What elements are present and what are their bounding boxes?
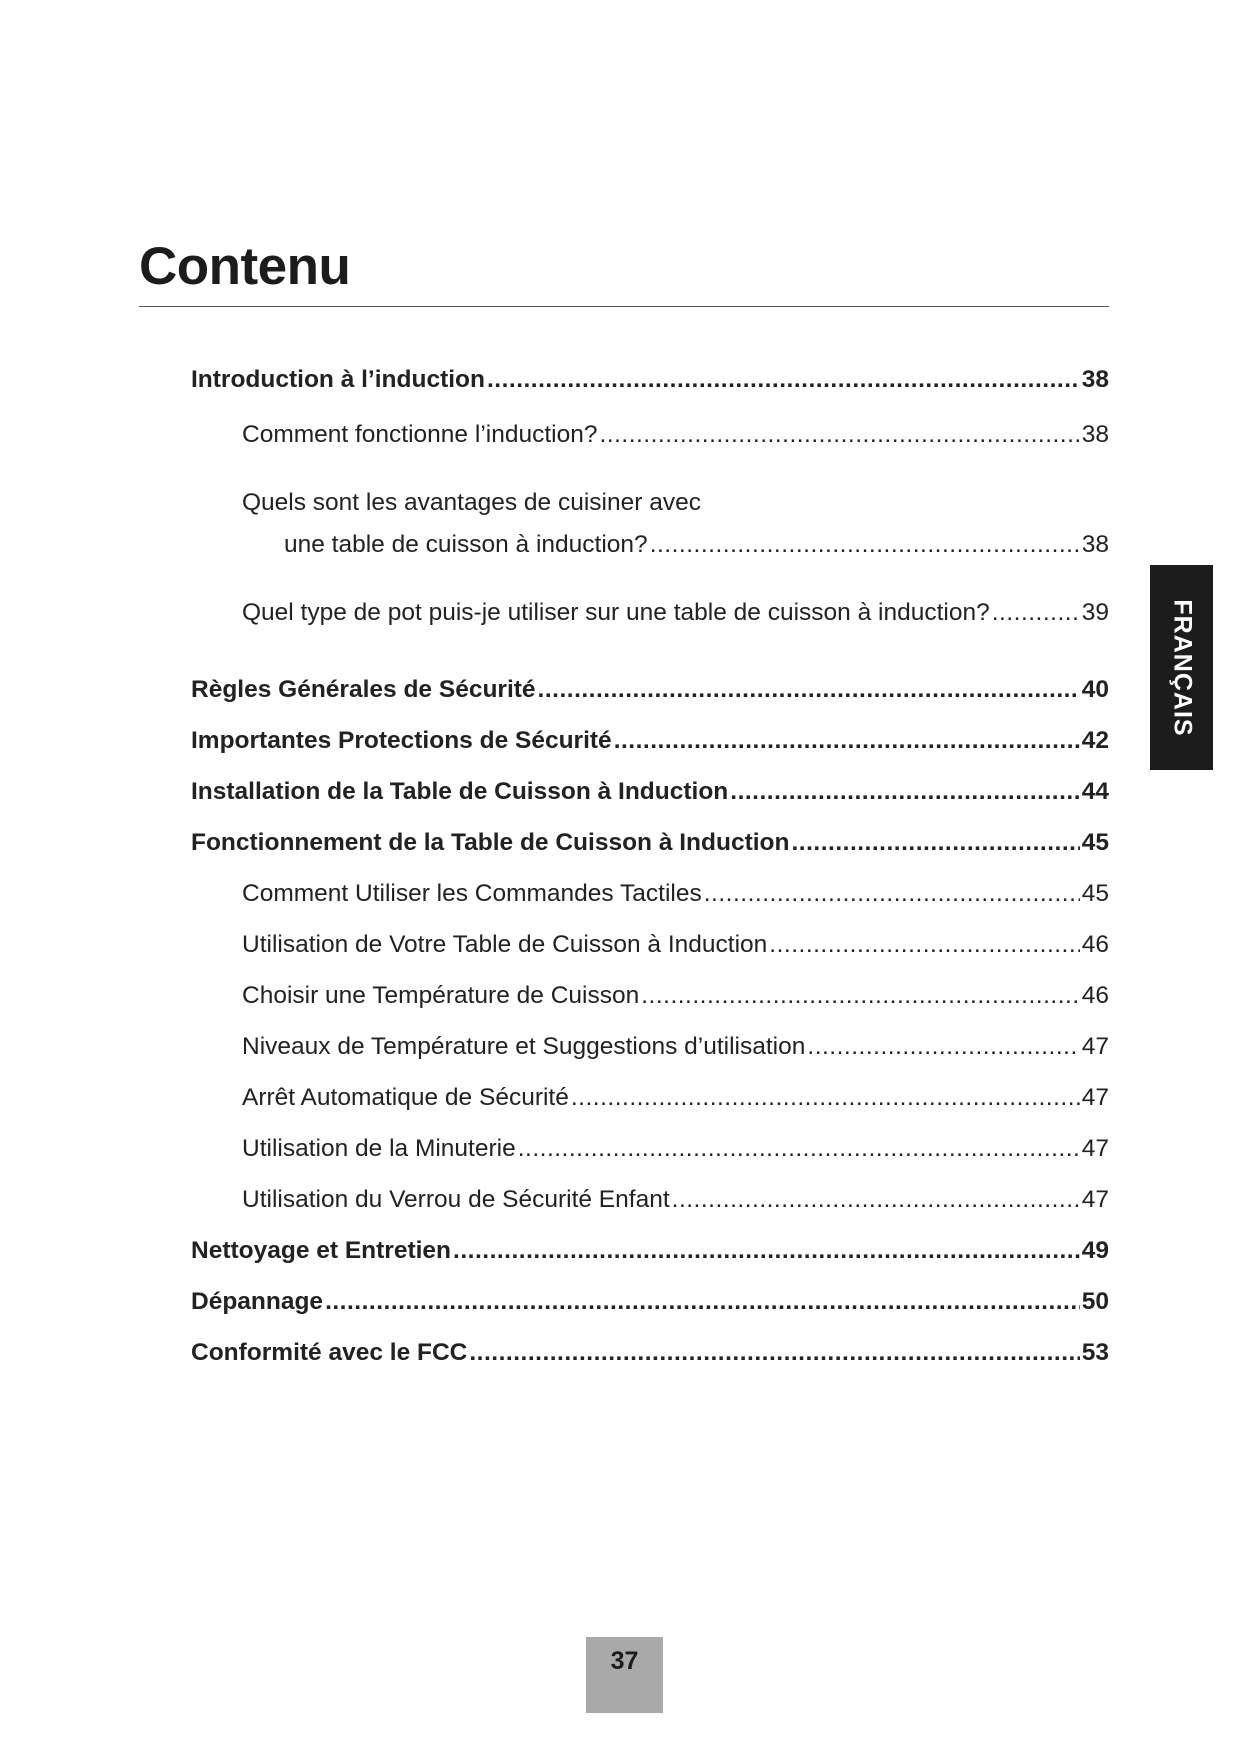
toc-entry-advantages[interactable] bbox=[284, 529, 1109, 561]
dot-leader bbox=[807, 1031, 1079, 1063]
toc-entry-label: Installation de la Table de Cuisson à Induction bbox=[191, 778, 729, 805]
toc-entry-label: Utilisation du Verrou de Sécurité Enfant bbox=[242, 1186, 670, 1213]
toc-entry-how-induction-works[interactable] bbox=[242, 419, 1109, 451]
toc-entry-safeguards[interactable] bbox=[191, 725, 1109, 757]
toc-entry-cleaning[interactable] bbox=[191, 1235, 1109, 1267]
toc-entry-auto-shutoff[interactable] bbox=[242, 1082, 1109, 1114]
toc-entry-label: Choisir une Température de Cuisson bbox=[242, 982, 640, 1009]
toc-entry-page: 39 bbox=[1081, 599, 1109, 626]
dot-leader bbox=[614, 725, 1080, 757]
toc-entry-page: 42 bbox=[1081, 727, 1109, 754]
dot-leader bbox=[641, 980, 1080, 1012]
dot-leader bbox=[487, 364, 1080, 396]
dot-leader bbox=[650, 529, 1080, 561]
toc-entry-page: 46 bbox=[1081, 982, 1109, 1009]
toc-entry-safety-rules[interactable] bbox=[191, 674, 1109, 706]
dot-leader bbox=[992, 597, 1080, 629]
toc-entry-page: 40 bbox=[1081, 676, 1109, 703]
dot-leader bbox=[538, 674, 1080, 706]
page-number: 37 bbox=[610, 1647, 639, 1675]
dot-leader bbox=[730, 776, 1079, 808]
toc-entry-troubleshooting[interactable] bbox=[191, 1286, 1109, 1318]
dot-leader bbox=[469, 1337, 1079, 1369]
toc-entry-pot-type[interactable] bbox=[242, 597, 1109, 629]
dot-leader bbox=[571, 1082, 1080, 1114]
dot-leader bbox=[518, 1133, 1080, 1165]
toc-entry-page: 50 bbox=[1081, 1288, 1109, 1315]
toc-entry-choose-temperature[interactable] bbox=[242, 980, 1109, 1012]
toc-entry-page: 47 bbox=[1081, 1135, 1109, 1162]
toc-entry-label: Comment fonctionne l’induction? bbox=[242, 421, 598, 448]
toc-entry-page: 46 bbox=[1081, 931, 1109, 958]
toc-entry-label: Conformité avec le FCC bbox=[191, 1339, 468, 1366]
toc-entry-label: Niveaux de Température et Suggestions d’utilisation bbox=[242, 1033, 806, 1060]
toc-entry-label: Utilisation de la Minuterie bbox=[242, 1135, 516, 1162]
dot-leader bbox=[599, 419, 1079, 451]
toc-entry-page: 45 bbox=[1081, 829, 1109, 856]
toc-entry-page: 38 bbox=[1081, 531, 1109, 558]
toc-entry-page: 38 bbox=[1081, 366, 1109, 393]
dot-leader bbox=[769, 929, 1079, 961]
language-tab-label: FRANÇAIS bbox=[1168, 598, 1196, 737]
toc-entry-page: 47 bbox=[1081, 1033, 1109, 1060]
page-number-box bbox=[586, 1637, 663, 1713]
page-title: Contenu bbox=[139, 237, 351, 296]
toc-entry-label: Quel type de pot puis-je utiliser sur une table de cuisson à induction? bbox=[242, 599, 990, 626]
toc-entry-page: 47 bbox=[1081, 1084, 1109, 1111]
toc-entry-label: Arrêt Automatique de Sécurité bbox=[242, 1084, 569, 1111]
dot-leader bbox=[704, 878, 1080, 910]
toc-entry-label: Fonctionnement de la Table de Cuisson à Induction bbox=[191, 829, 790, 856]
dot-leader bbox=[791, 827, 1079, 859]
toc-entry-label: Introduction à l’induction bbox=[191, 366, 485, 393]
toc-entry-timer[interactable] bbox=[242, 1133, 1109, 1165]
toc-entry-page: 44 bbox=[1081, 778, 1109, 805]
toc-entry-advantages-line1[interactable]: Quels sont les avantages de cuisiner avec bbox=[242, 489, 701, 516]
toc-entry-operation[interactable] bbox=[191, 827, 1109, 859]
toc-entry-label: Comment Utiliser les Commandes Tactiles bbox=[242, 880, 702, 907]
toc-entry-page: 53 bbox=[1081, 1339, 1109, 1366]
toc-entry-label: une table de cuisson à induction? bbox=[284, 531, 648, 558]
toc-entry-introduction[interactable] bbox=[191, 364, 1109, 396]
language-tab bbox=[1150, 565, 1213, 770]
toc-entry-label: Dépannage bbox=[191, 1288, 324, 1315]
toc-entry-label: Règles Générales de Sécurité bbox=[191, 676, 536, 703]
toc-entry-label: Importantes Protections de Sécurité bbox=[191, 727, 612, 754]
dot-leader bbox=[672, 1184, 1080, 1216]
toc-entry-temperature-levels[interactable] bbox=[242, 1031, 1109, 1063]
toc-entry-using-cooktop[interactable] bbox=[242, 929, 1109, 961]
toc-entry-label: Nettoyage et Entretien bbox=[191, 1237, 452, 1264]
toc-entry-label: Utilisation de Votre Table de Cuisson à Induction bbox=[242, 931, 768, 958]
toc-entry-child-lock[interactable] bbox=[242, 1184, 1109, 1216]
toc-entry-page: 47 bbox=[1081, 1186, 1109, 1213]
toc-entry-page: 45 bbox=[1081, 880, 1109, 907]
toc-entry-page: 38 bbox=[1081, 421, 1109, 448]
toc-entry-fcc[interactable] bbox=[191, 1337, 1109, 1369]
dot-leader bbox=[325, 1286, 1080, 1318]
toc-entry-touch-controls[interactable] bbox=[242, 878, 1109, 910]
toc-entry-page: 49 bbox=[1081, 1237, 1109, 1264]
toc-entry-installation[interactable] bbox=[191, 776, 1109, 808]
dot-leader bbox=[453, 1235, 1080, 1267]
